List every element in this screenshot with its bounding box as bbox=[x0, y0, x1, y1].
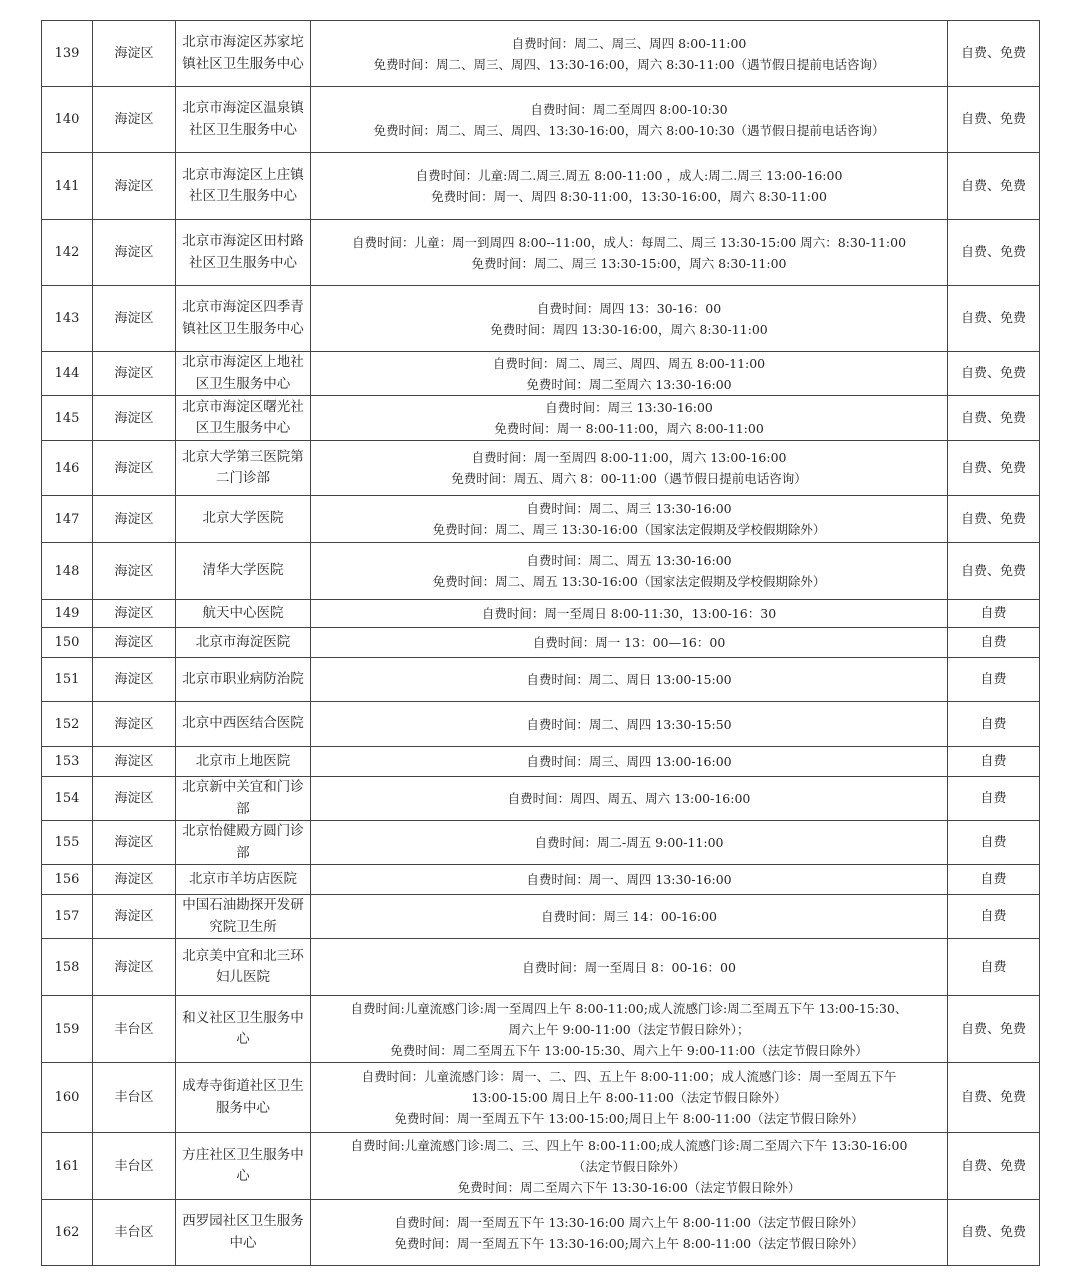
row-number: 149 bbox=[42, 600, 93, 628]
schedule-line: 自费时间：周二、周日 13:00-15:00 bbox=[526, 672, 732, 687]
row-number: 155 bbox=[42, 821, 93, 865]
fee-type: 自费、免费 bbox=[948, 1063, 1040, 1133]
schedule-line: 自费时间：儿童:周二.周三.周五 8:00-11:00 ，成人:周二.周三 13:00-16:00 bbox=[415, 168, 843, 183]
fee-type: 自费 bbox=[948, 658, 1040, 702]
table-row bbox=[42, 747, 1040, 777]
table-row bbox=[42, 1200, 1040, 1266]
schedule-line: 免费时间：周一至周五下午 13:00-15:00;周日上午 8:00-11:00（法定节假日除外） bbox=[394, 1111, 864, 1126]
district-cell: 丰台区 bbox=[93, 1200, 176, 1266]
table-row bbox=[42, 496, 1040, 543]
schedule-line: 自费时间：周一 13：00—16：00 bbox=[532, 635, 726, 650]
row-number: 139 bbox=[42, 21, 93, 87]
fee-type: 自费、免费 bbox=[948, 396, 1040, 441]
schedule-line: 自费时间：周四、周五、周六 13:00-16:00 bbox=[507, 791, 751, 806]
fee-type: 自费、免费 bbox=[948, 441, 1040, 496]
row-number: 162 bbox=[42, 1200, 93, 1266]
district-cell: 海淀区 bbox=[93, 865, 176, 895]
fee-type: 自费 bbox=[948, 865, 1040, 895]
schedule-line: 13:00-15:00 周日上午 8:00-11:00（法定节假日除外） bbox=[471, 1090, 787, 1105]
fee-type: 自费 bbox=[948, 600, 1040, 628]
fee-type: 自费、免费 bbox=[948, 21, 1040, 87]
schedule-line: 自费时间：儿童流感门诊：周一、二、四、五上午 8:00-11:00；成人流感门诊：周一至周五下午 bbox=[361, 1069, 897, 1084]
table-row bbox=[42, 996, 1040, 1063]
schedule-line: 免费时间：周二、周五 13:30-16:00（国家法定假期及学校假期除外） bbox=[432, 574, 826, 589]
schedule-line: 自费时间：周三 14：00-16:00 bbox=[540, 909, 718, 924]
fee-type: 自费 bbox=[948, 821, 1040, 865]
institution-name: 北京大学医院 bbox=[176, 496, 311, 543]
schedule-line: 自费时间：周二至周四 8:00-10:30 bbox=[530, 101, 728, 117]
row-number: 158 bbox=[42, 939, 93, 996]
schedule-line: 免费时间：周二至周六 13:30-16:00 bbox=[526, 376, 732, 392]
district-cell: 海淀区 bbox=[93, 747, 176, 777]
fee-type: 自费、免费 bbox=[948, 1133, 1040, 1200]
schedule-line: 免费时间：周四 13:30-16:00，周六 8:30-11:00 bbox=[490, 321, 768, 337]
table-row bbox=[42, 600, 1040, 628]
row-number: 145 bbox=[42, 396, 93, 441]
schedule-line: 自费时间：儿童：周一到周四 8:00--11:00，成人：每周二、周三 13:30-15:00 周六：8:30-11:00 bbox=[351, 234, 907, 250]
schedule-cell bbox=[311, 153, 948, 220]
schedule-cell bbox=[311, 821, 948, 865]
row-number: 144 bbox=[42, 352, 93, 396]
schedule-line: 自费时间：周二、周三、周四 8:00-11:00 bbox=[511, 35, 747, 51]
schedule-line: 免费时间：周五、周六 8：00-11:00（遇节假日提前电话咨询） bbox=[451, 471, 807, 486]
fee-type: 自费、免费 bbox=[948, 153, 1040, 220]
schedule-cell bbox=[311, 658, 948, 702]
district-cell: 海淀区 bbox=[93, 153, 176, 220]
schedule-cell bbox=[311, 777, 948, 821]
schedule-cell bbox=[311, 865, 948, 895]
fee-type: 自费 bbox=[948, 628, 1040, 658]
schedule-line: 免费时间：周一 8:00-11:00，周六 8:00-11:00 bbox=[494, 421, 764, 436]
table-row bbox=[42, 895, 1040, 939]
schedule-cell bbox=[311, 396, 948, 441]
table-row bbox=[42, 87, 1040, 153]
schedule-line: 免费时间：周二、周三 13:30-15:00，周六 8:30-11:00 bbox=[471, 255, 787, 271]
schedule-cell bbox=[311, 939, 948, 996]
district-cell: 海淀区 bbox=[93, 895, 176, 939]
institution-name: 北京市海淀区曙光社区卫生服务中心 bbox=[176, 396, 311, 441]
table-row bbox=[42, 220, 1040, 286]
row-number: 157 bbox=[42, 895, 93, 939]
schedule-line: 自费时间：周一至周四 8:00-11:00，周六 13:00-16:00 bbox=[471, 450, 787, 465]
institution-name: 成寿寺街道社区卫生服务中心 bbox=[176, 1063, 311, 1133]
fee-type: 自费 bbox=[948, 747, 1040, 777]
schedule-cell bbox=[311, 1063, 948, 1133]
row-number: 146 bbox=[42, 441, 93, 496]
schedule-cell bbox=[311, 286, 948, 352]
schedule-cell bbox=[311, 996, 948, 1063]
district-cell: 海淀区 bbox=[93, 352, 176, 396]
institution-name: 北京怡健殿方圆门诊部 bbox=[176, 821, 311, 865]
institution-name: 北京市职业病防治院 bbox=[176, 658, 311, 702]
schedule-line: 周六上午 9:00-11:00（法定节假日除外）； bbox=[508, 1021, 750, 1037]
institution-name: 西罗园社区卫生服务中心 bbox=[176, 1200, 311, 1266]
schedule-line: 自费时间：周二-周五 9:00-11:00 bbox=[534, 835, 724, 850]
schedule-line: 免费时间：周一、周四 8:30-11:00，13:30-16:00，周六 8:30-11:00 bbox=[431, 189, 827, 204]
district-cell: 海淀区 bbox=[93, 628, 176, 658]
institution-name: 北京市海淀医院 bbox=[176, 628, 311, 658]
row-number: 159 bbox=[42, 996, 93, 1063]
schedule-line: （法定节假日除外） bbox=[572, 1158, 686, 1174]
district-cell: 丰台区 bbox=[93, 1133, 176, 1200]
schedule-cell bbox=[311, 895, 948, 939]
institution-name: 中国石油勘探开发研究院卫生所 bbox=[176, 895, 311, 939]
fee-type: 自费 bbox=[948, 939, 1040, 996]
district-cell: 海淀区 bbox=[93, 21, 176, 87]
schedule-cell bbox=[311, 21, 948, 87]
table-row bbox=[42, 543, 1040, 600]
institution-name: 北京市羊坊店医院 bbox=[176, 865, 311, 895]
schedule-cell bbox=[311, 496, 948, 543]
institution-name: 北京大学第三医院第二门诊部 bbox=[176, 441, 311, 496]
table-row bbox=[42, 21, 1040, 87]
fee-type: 自费、免费 bbox=[948, 220, 1040, 286]
institution-name: 北京市海淀区四季青镇社区卫生服务中心 bbox=[176, 286, 311, 352]
district-cell: 海淀区 bbox=[93, 600, 176, 628]
district-cell: 海淀区 bbox=[93, 220, 176, 286]
district-cell: 海淀区 bbox=[93, 658, 176, 702]
table-row bbox=[42, 153, 1040, 220]
schedule-line: 自费时间：周四 13：30-16：00 bbox=[536, 300, 722, 316]
institution-name: 北京市海淀区上地社区卫生服务中心 bbox=[176, 352, 311, 396]
district-cell: 丰台区 bbox=[93, 996, 176, 1063]
schedule-line: 自费时间：周三 13:30-16:00 bbox=[545, 400, 713, 415]
institution-name: 航天中心医院 bbox=[176, 600, 311, 628]
district-cell: 海淀区 bbox=[93, 543, 176, 600]
fee-type: 自费 bbox=[948, 895, 1040, 939]
schedule-cell bbox=[311, 600, 948, 628]
institution-name: 和义社区卫生服务中心 bbox=[176, 996, 311, 1063]
schedule-line: 自费时间:儿童流感门诊:周二、三、四上午 8:00-11:00;成人流感门诊:周二至周六下午 13:30-16:00 bbox=[350, 1137, 908, 1153]
schedule-line: 自费时间：周二、周三 13:30-16:00 bbox=[526, 501, 732, 516]
row-number: 154 bbox=[42, 777, 93, 821]
schedule-cell bbox=[311, 1200, 948, 1266]
table-row bbox=[42, 1063, 1040, 1133]
table-body bbox=[42, 21, 1040, 1266]
fee-type: 自费、免费 bbox=[948, 286, 1040, 352]
fee-type: 自费、免费 bbox=[948, 352, 1040, 396]
district-cell: 海淀区 bbox=[93, 702, 176, 747]
schedule-cell bbox=[311, 628, 948, 658]
fee-type: 自费、免费 bbox=[948, 496, 1040, 543]
institution-name: 北京市海淀区田村路社区卫生服务中心 bbox=[176, 220, 311, 286]
row-number: 140 bbox=[42, 87, 93, 153]
district-cell: 海淀区 bbox=[93, 777, 176, 821]
schedule-cell bbox=[311, 702, 948, 747]
schedule-cell bbox=[311, 220, 948, 286]
table-row bbox=[42, 396, 1040, 441]
row-number: 150 bbox=[42, 628, 93, 658]
fee-type: 自费、免费 bbox=[948, 996, 1040, 1063]
schedule-line: 免费时间：周二、周三、周四、13:30-16:00，周六 8:30-11:00（遇节假日提前电话咨询） bbox=[373, 56, 885, 72]
row-number: 151 bbox=[42, 658, 93, 702]
schedule-line: 自费时间：周三、周四 13:00-16:00 bbox=[526, 754, 732, 769]
schedule-line: 免费时间：周一至周五下午 13:30-16:00;周六上午 8:00-11:00（法定节假日除外） bbox=[394, 1235, 864, 1251]
table-row bbox=[42, 939, 1040, 996]
table-row bbox=[42, 1133, 1040, 1200]
fee-type: 自费、免费 bbox=[948, 87, 1040, 153]
schedule-line: 自费时间：周一、周四 13:30-16:00 bbox=[526, 872, 732, 887]
row-number: 153 bbox=[42, 747, 93, 777]
institution-name: 北京美中宜和北三环妇儿医院 bbox=[176, 939, 311, 996]
schedule-cell bbox=[311, 1133, 948, 1200]
schedule-cell bbox=[311, 441, 948, 496]
fee-type: 自费 bbox=[948, 702, 1040, 747]
schedule-line: 自费时间：周一至周日 8:00-11:30，13:00-16：30 bbox=[481, 606, 777, 621]
institution-name: 北京市上地医院 bbox=[176, 747, 311, 777]
table-row bbox=[42, 286, 1040, 352]
fee-type: 自费、免费 bbox=[948, 543, 1040, 600]
row-number: 156 bbox=[42, 865, 93, 895]
institution-name: 方庄社区卫生服务中心 bbox=[176, 1133, 311, 1200]
schedule-line: 自费时间:儿童流感门诊:周一至周四上午 8:00-11:00;成人流感门诊:周二至周五下午 13:00-15:30、 bbox=[350, 1000, 908, 1016]
row-number: 147 bbox=[42, 496, 93, 543]
row-number: 160 bbox=[42, 1063, 93, 1133]
fee-type: 自费 bbox=[948, 777, 1040, 821]
schedule-line: 免费时间：周二至周六下午 13:30-16:00（法定节假日除外） bbox=[457, 1179, 801, 1195]
schedule-cell bbox=[311, 87, 948, 153]
schedule-line: 自费时间：周一至周日 8：00-16：00 bbox=[522, 959, 736, 975]
schedule-cell bbox=[311, 543, 948, 600]
table-row bbox=[42, 865, 1040, 895]
district-cell: 丰台区 bbox=[93, 1063, 176, 1133]
district-cell: 海淀区 bbox=[93, 396, 176, 441]
table-row bbox=[42, 777, 1040, 821]
schedule-cell bbox=[311, 352, 948, 396]
institution-name: 北京市海淀区温泉镇社区卫生服务中心 bbox=[176, 87, 311, 153]
table-row bbox=[42, 628, 1040, 658]
district-cell: 海淀区 bbox=[93, 496, 176, 543]
schedule-line: 免费时间：周二至周五下午 13:00-15:30、周六上午 9:00-11:00（法定节假日除外） bbox=[390, 1042, 868, 1058]
district-cell: 海淀区 bbox=[93, 286, 176, 352]
district-cell: 海淀区 bbox=[93, 87, 176, 153]
fee-type: 自费、免费 bbox=[948, 1200, 1040, 1266]
schedule-line: 自费时间：周一至周五下午 13:30-16:00 周六上午 8:00-11:00（法定节假日除外） bbox=[394, 1214, 864, 1230]
row-number: 143 bbox=[42, 286, 93, 352]
row-number: 148 bbox=[42, 543, 93, 600]
table-row bbox=[42, 352, 1040, 396]
row-number: 161 bbox=[42, 1133, 93, 1200]
institution-name: 清华大学医院 bbox=[176, 543, 311, 600]
table-row bbox=[42, 441, 1040, 496]
schedule-cell bbox=[311, 747, 948, 777]
schedule-line: 自费时间：周二、周五 13:30-16:00 bbox=[526, 553, 732, 568]
schedule-line: 免费时间：周二、周三、周四、13:30-16:00，周六 8:00-10:30（遇节假日提前电话咨询） bbox=[373, 122, 885, 138]
table-row bbox=[42, 821, 1040, 865]
institution-name: 北京新中关宜和门诊部 bbox=[176, 777, 311, 821]
institution-name: 北京市海淀区上庄镇社区卫生服务中心 bbox=[176, 153, 311, 220]
schedule-line: 免费时间：周二、周三 13:30-16:00（国家法定假期及学校假期除外） bbox=[432, 522, 826, 537]
row-number: 141 bbox=[42, 153, 93, 220]
schedule-line: 自费时间：周二、周四 13:30-15:50 bbox=[526, 716, 732, 732]
district-cell: 海淀区 bbox=[93, 939, 176, 996]
institution-name: 北京中西医结合医院 bbox=[176, 702, 311, 747]
table-row bbox=[42, 702, 1040, 747]
table-row bbox=[42, 658, 1040, 702]
district-cell: 海淀区 bbox=[93, 821, 176, 865]
clinic-schedule-table bbox=[41, 20, 1040, 1266]
schedule-line: 自费时间：周二、周三、周四、周五 8:00-11:00 bbox=[492, 355, 766, 371]
row-number: 142 bbox=[42, 220, 93, 286]
district-cell: 海淀区 bbox=[93, 441, 176, 496]
row-number: 152 bbox=[42, 702, 93, 747]
institution-name: 北京市海淀区苏家坨镇社区卫生服务中心 bbox=[176, 21, 311, 87]
